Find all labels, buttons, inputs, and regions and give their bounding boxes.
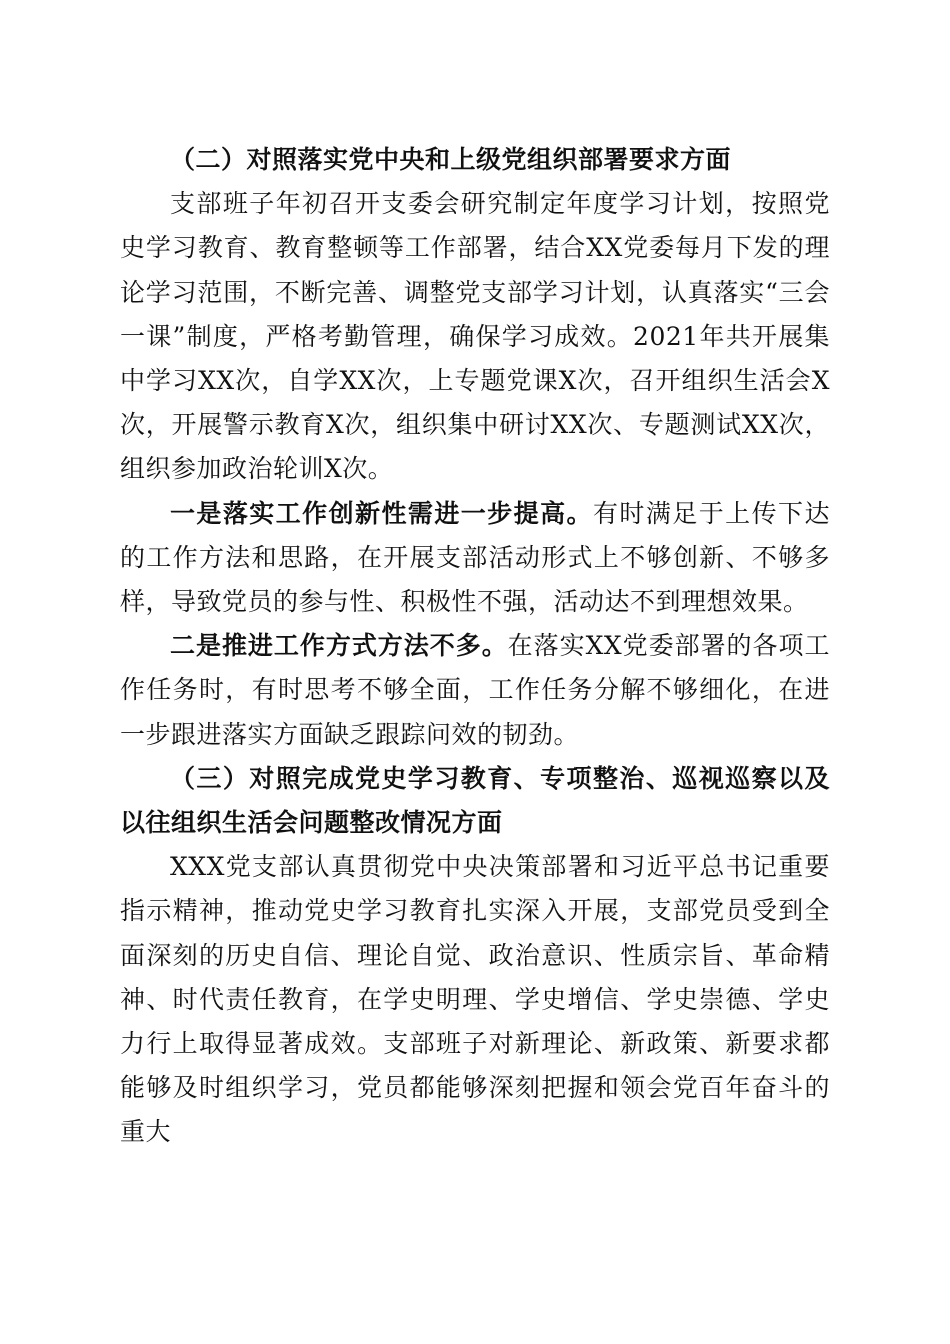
section-2-heading: （二）对照落实党中央和上级党组织部署要求方面: [170, 145, 732, 174]
point-2-lead: 二是推进工作方式方法不多。: [170, 631, 508, 661]
section-3-heading: （三）对照完成党史学习教育、专项整治、巡视巡察以及以往组织生活会问题整改情况方面: [120, 763, 830, 838]
document-page: [120, 138, 830, 1155]
point-1-text: 有时满足于上传下达的工作方法和思路，在开展支部活动形式上不够创新、不够多样，导致党员的参与性、积极性不强，活动达不到理想效果。: [120, 498, 830, 617]
section-2-point-2: [120, 624, 830, 757]
section-3-body: XXX党支部认真贯彻党中央决策部署和习近平总书记重要指示精神，推动党史学习教育扎实深入开展，支部党员受到全面深刻的历史自信、理论自觉、政治意识、性质宗旨、革命精神、时代责任教育，在学史明理、学史增信、学史崇德、学史力行上取得显著成效。支部班子对新理论、新政策、新要求都能够及时组织学习，党员都能够深刻把握和领会党百年奋斗的重大: [120, 852, 830, 1147]
section-2-body: 支部班子年初召开支委会研究制定年度学习计划，按照党史学习教育、教育整顿等工作部署，结合XX党委每月下发的理论学习范围，不断完善、调整党支部学习计划，认真落实“三会一课”制度，严格考勤管理，确保学习成效。2021年共开展集中学习XX次，自学XX次，上专题党课X次，召开组织生活会X次，开展警示教育X次，组织集中研讨XX次、专题测试XX次，组织参加政治轮训X次。: [120, 189, 830, 484]
point-2-text: 在落实XX党委部署的各项工作任务时，有时思考不够全面，工作任务分解不够细化，在进一步跟进落实方面缺乏跟踪问效的韧劲。: [120, 631, 830, 749]
section-2-point-1: [120, 492, 830, 625]
point-1-lead: 一是落实工作创新性需进一步提高。: [170, 498, 593, 528]
